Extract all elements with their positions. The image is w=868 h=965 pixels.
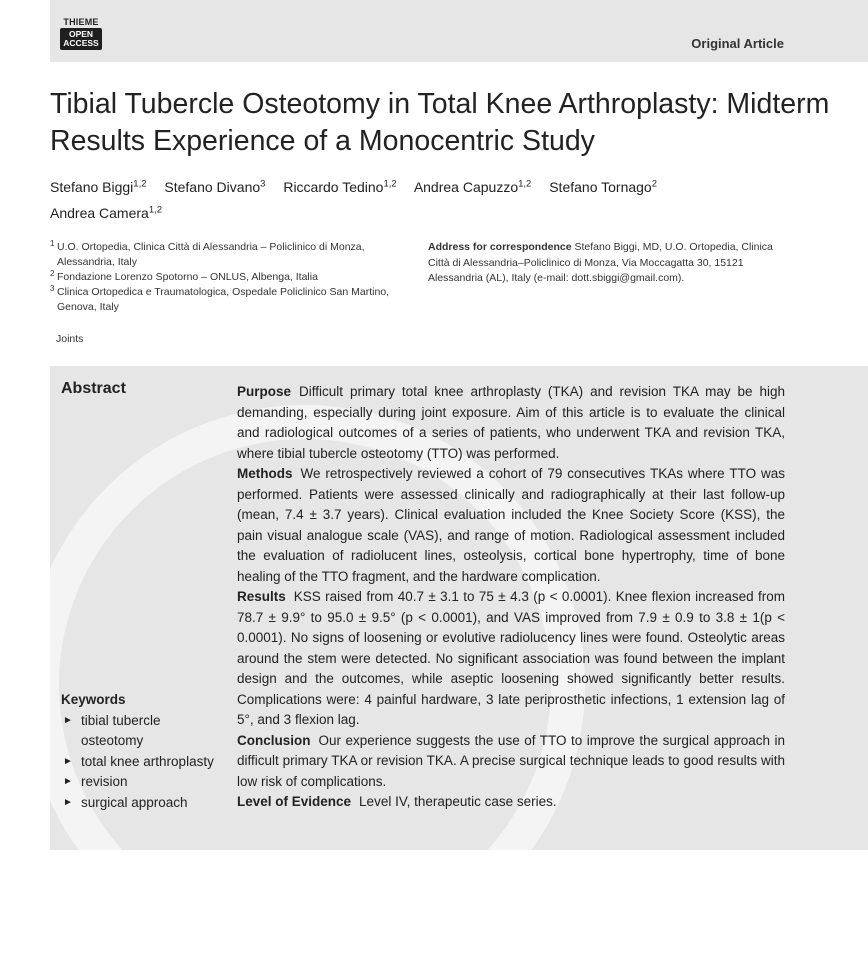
correspondence-address [428, 240, 793, 287]
keyword-item: ► revision [61, 772, 221, 793]
author: Stefano Divano$^3$ [164, 178, 266, 195]
keyword-item: ► total knee arthroplasty [61, 752, 221, 773]
keyword-item: ► tibial tubercle osteotomy [63, 712, 161, 748]
abstract-section-results: Results KSS raised from 40.7 ± 3.1 to 75 ± 4.3 (p < 0.0001). Knee flexion increased from 78.7 ± 9.9° to 95.0 ± 9.5° (p < 0.0001), and VAS improved from 7.9 ± 0.9 to 3.8 ± 1(p < 0.0001). No signs of loosening or evolutive radiolucency lines were found. Osteolytic areas around the stem were detected. No significant association was found between the implant design and the outcomes, while aseptic loosening showed significantly better results. Complications were: 4 painful hardware, 3 late periprosthetic infections, 1 extension lag of 5°, and 3 flexion lag. [237, 589, 785, 727]
abstract-body [237, 382, 785, 813]
article-type-label: Original Article [691, 36, 784, 51]
keywords-block [61, 690, 221, 813]
author: Andrea Camera$^{1,2}$ [50, 204, 163, 222]
keyword-item: ► surgical approach [61, 793, 221, 814]
affiliation-item: 1 U.O. Ortopedia, Clinica Città di Alessandria – Policlinico di Monza, Alessandria, Italy [50, 239, 365, 268]
bullet-arrow-icon: ► [63, 714, 73, 726]
keywords-list [61, 711, 221, 814]
abstract-section-methods: Methods We retrospectively reviewed a cohort of 79 consecutives TKAs where TTO was performed. Patients were assessed clinically and radiographically at their last follow-up (mean, 7.4 ± 3.7 years). Clinical evaluation included the Knee Society Score (KSS), the pain visual analogue scale (VAS), and range of motion. Radiological assessment included the evaluation of radiolucent lines, osteolysis, cortical bone hypertrophy, time of bone healing of the TTO fragment, and the hardware complication. [237, 466, 785, 584]
affiliations [50, 240, 410, 315]
logo-brand: THIEME [63, 17, 99, 27]
logo-line-1: OPEN [68, 29, 94, 39]
bullet-arrow-icon: ► [63, 755, 73, 767]
subject-category: Joints [56, 333, 84, 345]
bullet-arrow-icon: ► [63, 796, 73, 808]
affiliation-item: 2 Fondazione Lorenzo Spotorno – ONLUS, Albenga, Italia [50, 269, 318, 283]
abstract-section-conclusion: Conclusion Our experience suggests the use of TTO to improve the surgical approach in difficult primary TKA or revision TKA. A precise surgical technique leads to good results with low risk of complications. [237, 732, 785, 789]
header-bar [50, 0, 868, 62]
abstract-section-level-of-evidence: Level of Evidence Level IV, therapeutic case series. [237, 794, 557, 809]
correspondence-text: Stefano Biggi, MD, U.O. Ortopedia, Clinica Città di Alessandria–Policlinico di Monza, Via Moccagatta 30, 15121 Alessandria (AL), Italy (e-mail: dott.sbiggi@gmail.com). [428, 241, 773, 284]
logo-open-access-badge [60, 28, 102, 50]
abstract-section-purpose: Purpose Difficult primary total knee arthroplasty (TKA) and revision TKA may be high demanding, especially during joint exposure. Aim of this article is to evaluate the clinical and radiological outcomes of a series of patients, who underwent TKA and revision TKA, where tibial tubercle osteotomy (TTO) was performed. [237, 384, 785, 461]
bullet-arrow-icon: ► [63, 776, 73, 787]
affiliation-item: 3 Clinica Ortopedica e Traumatologica, Ospedale Policlinico San Martino, Genova, Italy [50, 284, 390, 313]
thieme-open-access-logo [60, 17, 102, 50]
logo-line-2: ACCESS [63, 38, 99, 48]
keywords-heading: Keywords [61, 692, 126, 707]
correspondence-label: Address for correspondence [428, 241, 572, 253]
article-title: Tibial Tubercle Osteotomy in Total Knee Arthroplasty: Midterm Results Experience of a Monocentric Study [50, 88, 830, 157]
author: Stefano Tornago$^2$ [549, 178, 658, 195]
author: Stefano Biggi$^{1,2}$ [50, 178, 147, 195]
author: Riccardo Tedino$^{1,2}$ [283, 178, 397, 195]
author: Andrea Capuzzo$^{1,2}$ [413, 178, 532, 195]
abstract-heading: Abstract [61, 380, 126, 397]
author-list [50, 172, 770, 225]
